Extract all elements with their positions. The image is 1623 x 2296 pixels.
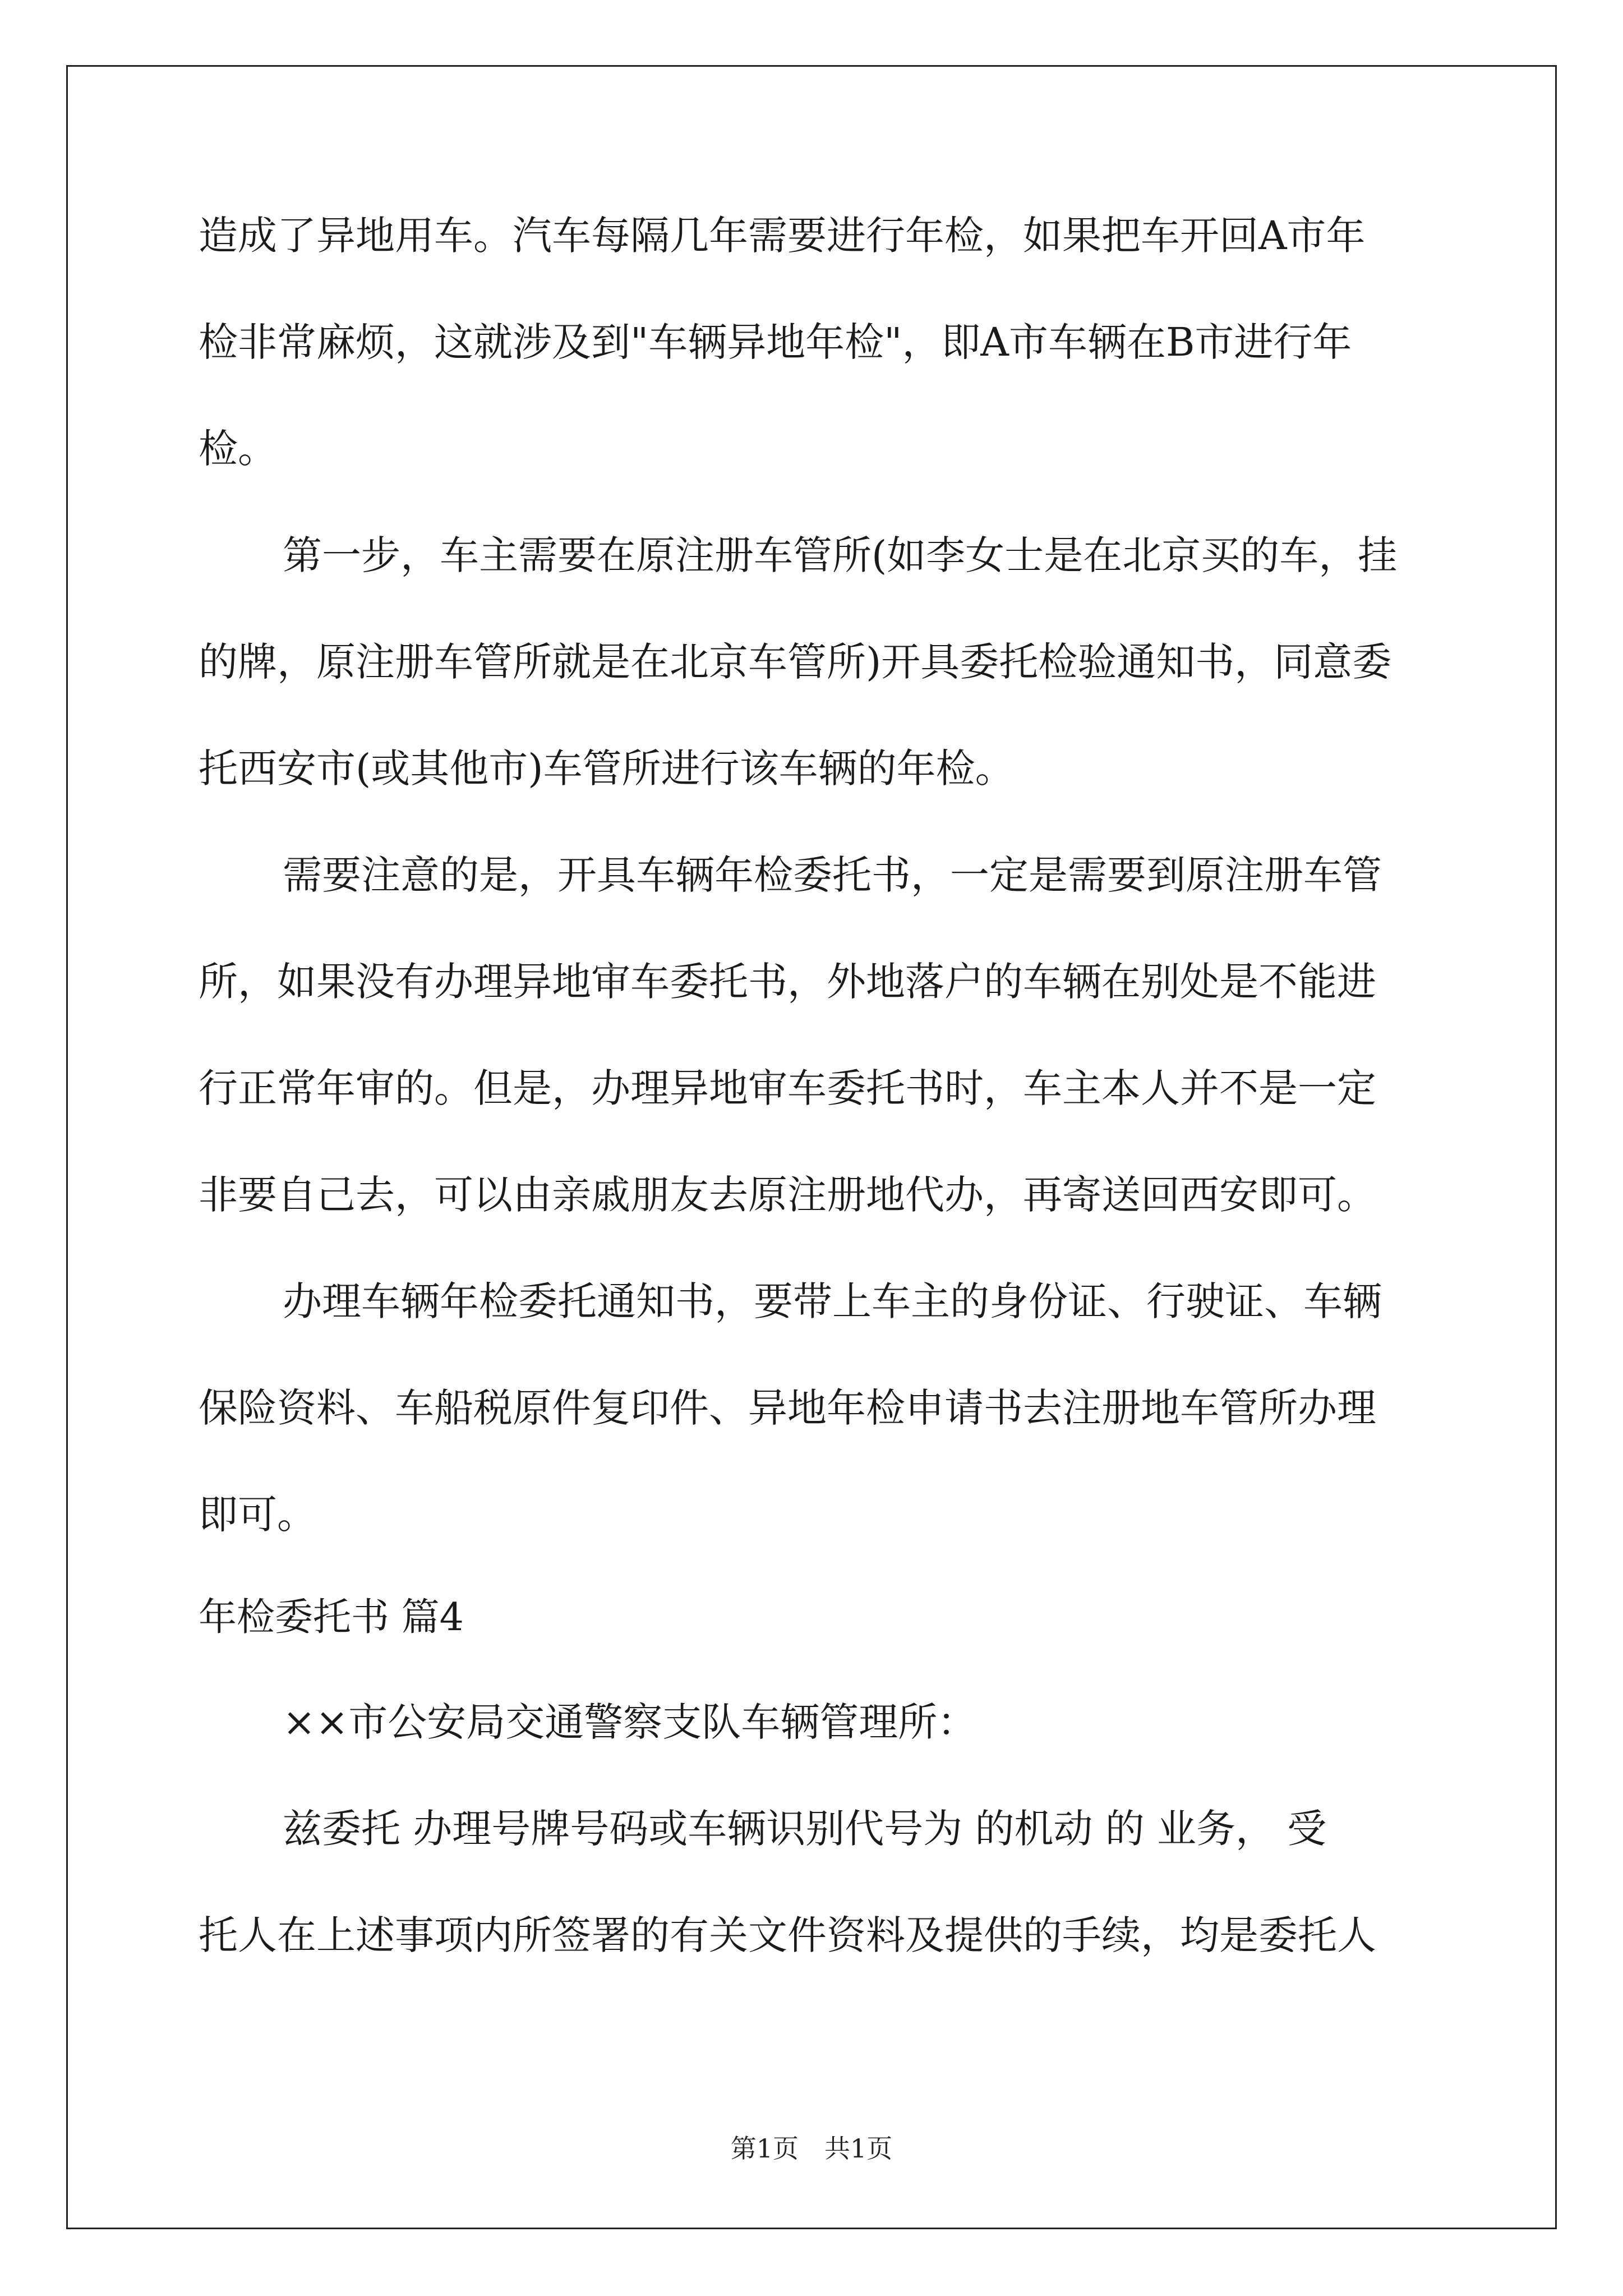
- paragraph-line: 非要自己去，可以由亲戚朋友去原注册地代办，再寄送回西安即可。: [199, 1172, 1376, 1218]
- paragraph-line: 行正常年审的。但是，办理异地审车委托书时，车主本人并不是一定: [199, 1065, 1376, 1111]
- paragraph-line: 检。: [199, 426, 277, 472]
- page-footer: 第1页 共1页: [730, 2133, 893, 2164]
- page-border: [66, 65, 1557, 2229]
- paragraph-line: 第一步，车主需要在原注册车管所(如李女士是在北京买的车，挂: [283, 532, 1398, 578]
- paragraph-line: 的牌，原注册车管所就是在北京车管所)开具委托检验通知书，同意委: [199, 639, 1392, 685]
- paragraph-line: 造成了异地用车。汽车每隔几年需要进行年检，如果把车开回A市年: [199, 213, 1366, 259]
- paragraph-line: 托人在上述事项内所签署的有关文件资料及提供的手续，均是委托人: [199, 1912, 1376, 1958]
- paragraph-line: 所，如果没有办理异地审车委托书，外地落户的车辆在别处是不能进: [199, 959, 1376, 1005]
- section-heading: 年检委托书 篇4: [199, 1595, 464, 1640]
- paragraph-line: 办理车辆年检委托通知书，要带上车主的身份证、行驶证、车辆: [283, 1278, 1382, 1324]
- paragraph-line: 保险资料、车船税原件复印件、异地年检申请书去注册地车管所办理: [199, 1385, 1376, 1431]
- paragraph-line: 托西安市(或其他市)车管所进行该车辆的年检。: [199, 746, 1015, 792]
- paragraph-line: 需要注意的是，开具车辆年检委托书，一定是需要到原注册车管: [283, 852, 1382, 898]
- paragraph-line: ××市公安局交通警察支队车辆管理所：: [283, 1699, 977, 1745]
- paragraph-line: 即可。: [199, 1492, 316, 1538]
- paragraph-line: 兹委托 办理号牌号码或车辆识别代号为 的机动 的 业务， 受: [283, 1806, 1327, 1852]
- paragraph-line: 检非常麻烦，这就涉及到"车辆异地年检"，即A市车辆在B市进行年: [199, 319, 1352, 365]
